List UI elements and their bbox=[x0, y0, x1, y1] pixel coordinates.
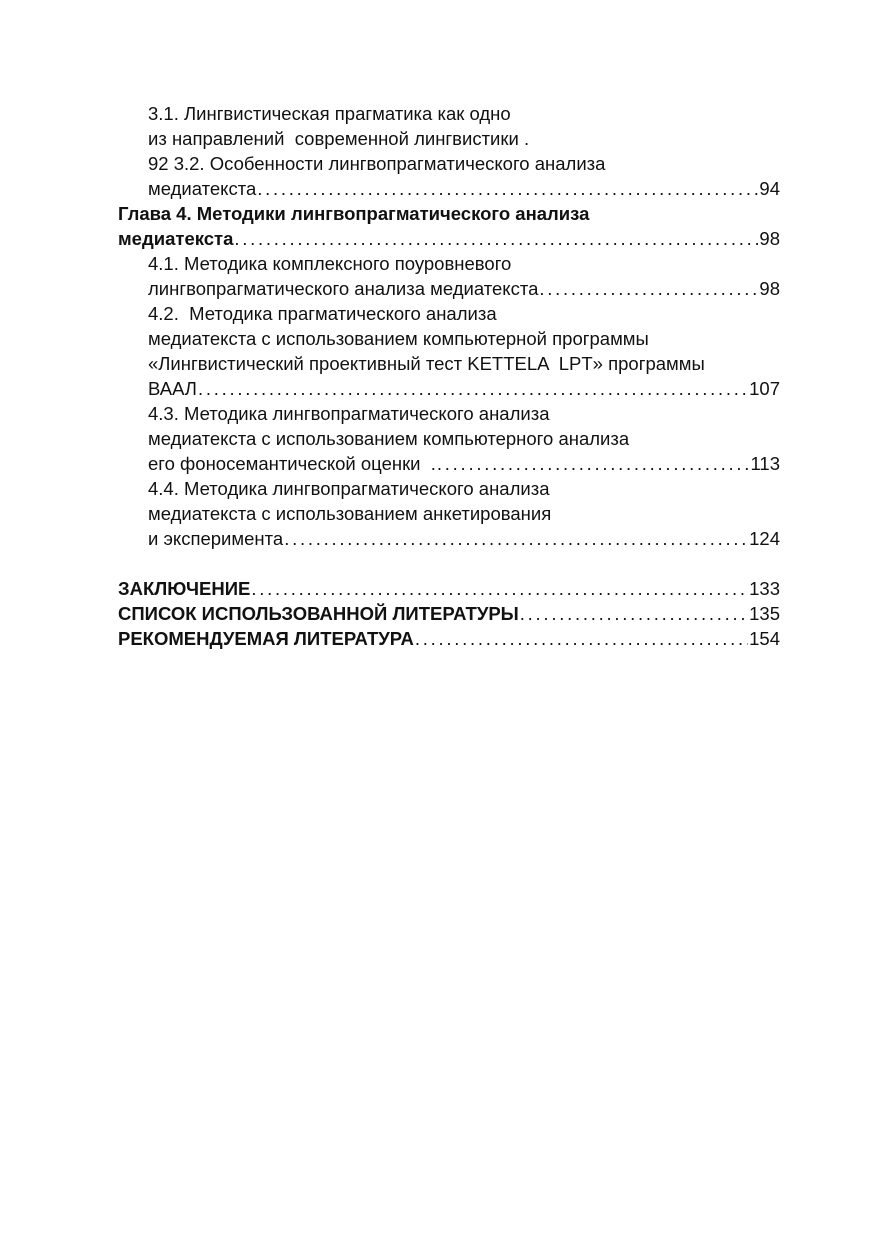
page-number: 94 bbox=[759, 178, 780, 199]
toc-entry-4-1-line-1 bbox=[118, 251, 780, 276]
dot-leader bbox=[251, 576, 748, 601]
toc-chapter-4-line-1 bbox=[118, 201, 780, 226]
toc-entry-4-3-line-1 bbox=[118, 401, 780, 426]
page-number: 107 bbox=[749, 378, 780, 399]
dot-leader bbox=[234, 226, 758, 251]
toc-entry-text: 3.1. Лингвистическая прагматика как одно bbox=[148, 103, 511, 124]
toc-recommended bbox=[118, 626, 780, 651]
chapter-title: медиатекста bbox=[118, 228, 234, 249]
page-number: 135 bbox=[749, 603, 780, 624]
toc-entry-text: 4.3. Методика лингвопрагматического анализа bbox=[148, 403, 550, 424]
toc-entry-text: из направлений современной лингвистики . bbox=[148, 128, 530, 149]
dot-leader bbox=[520, 601, 748, 626]
toc-entry-text: «Лингвистический проективный тест KETTELA LPT» программы bbox=[148, 353, 705, 374]
dot-leader bbox=[257, 176, 758, 201]
table-of-contents bbox=[118, 101, 780, 651]
page-number: 154 bbox=[749, 628, 780, 649]
toc-entry-3-1-line-2 bbox=[118, 126, 780, 151]
dot-leader bbox=[437, 451, 750, 476]
toc-entry-4-2-line-2 bbox=[118, 326, 780, 351]
toc-entry-text: 4.4. Методика лингвопрагматического анализа bbox=[148, 478, 550, 499]
page-number: 98 bbox=[759, 228, 780, 249]
toc-entry-text: и эксперимента bbox=[148, 528, 284, 549]
toc-entry-4-2-line-3 bbox=[118, 351, 780, 376]
toc-entry-text: 4.2. Методика прагматического анализа bbox=[148, 303, 497, 324]
section-gap bbox=[118, 551, 780, 576]
toc-entry-text: 92 3.2. Особенности лингвопрагматического анализа bbox=[148, 153, 606, 174]
toc-entry-text: медиатекста с использованием компьютерной программы bbox=[148, 328, 649, 349]
toc-references bbox=[118, 601, 780, 626]
toc-conclusion bbox=[118, 576, 780, 601]
toc-entry-4-3-line-2 bbox=[118, 426, 780, 451]
references-title: СПИСОК ИСПОЛЬЗОВАННОЙ ЛИТЕРАТУРЫ bbox=[118, 603, 519, 624]
conclusion-title: ЗАКЛЮЧЕНИЕ bbox=[118, 578, 251, 599]
toc-entry-4-3-line-3 bbox=[118, 451, 780, 476]
toc-entry-4-1-line-2 bbox=[118, 276, 780, 301]
dot-leader bbox=[415, 626, 748, 651]
toc-entry-text: медиатекста с использованием анкетирования bbox=[148, 503, 552, 524]
toc-entry-3-2-line-2 bbox=[118, 176, 780, 201]
toc-entry-text: 4.1. Методика комплексного поуровневого bbox=[148, 253, 512, 274]
recommended-title: РЕКОМЕНДУЕМАЯ ЛИТЕРАТУРА bbox=[118, 628, 414, 649]
toc-entry-text: медиатекста с использованием компьютерного анализа bbox=[148, 428, 630, 449]
toc-entry-text: ВААЛ bbox=[148, 378, 197, 399]
toc-entry-text: медиатекста bbox=[148, 178, 257, 199]
page-number: 113 bbox=[750, 453, 780, 474]
page-number: 124 bbox=[749, 528, 780, 549]
toc-entry-3-1-line-1 bbox=[118, 101, 780, 126]
toc-entry-text: лингвопрагматического анализа медиатекста bbox=[148, 278, 539, 299]
toc-entry-4-2-line-4 bbox=[118, 376, 780, 401]
page-number: 133 bbox=[749, 578, 780, 599]
toc-chapter-4-line-2 bbox=[118, 226, 780, 251]
toc-entry-text: его фоносемантической оценки . bbox=[148, 453, 436, 474]
chapter-title: Глава 4. Методики лингвопрагматического анализа bbox=[118, 203, 590, 224]
toc-entry-4-4-line-3 bbox=[118, 526, 780, 551]
dot-leader bbox=[284, 526, 748, 551]
toc-entry-3-2-line-1 bbox=[118, 151, 780, 176]
toc-entry-4-4-line-2 bbox=[118, 501, 780, 526]
dot-leader bbox=[539, 276, 758, 301]
toc-entry-4-2-line-1 bbox=[118, 301, 780, 326]
dot-leader bbox=[198, 376, 748, 401]
page-number: 98 bbox=[759, 278, 780, 299]
toc-entry-4-4-line-1 bbox=[118, 476, 780, 501]
